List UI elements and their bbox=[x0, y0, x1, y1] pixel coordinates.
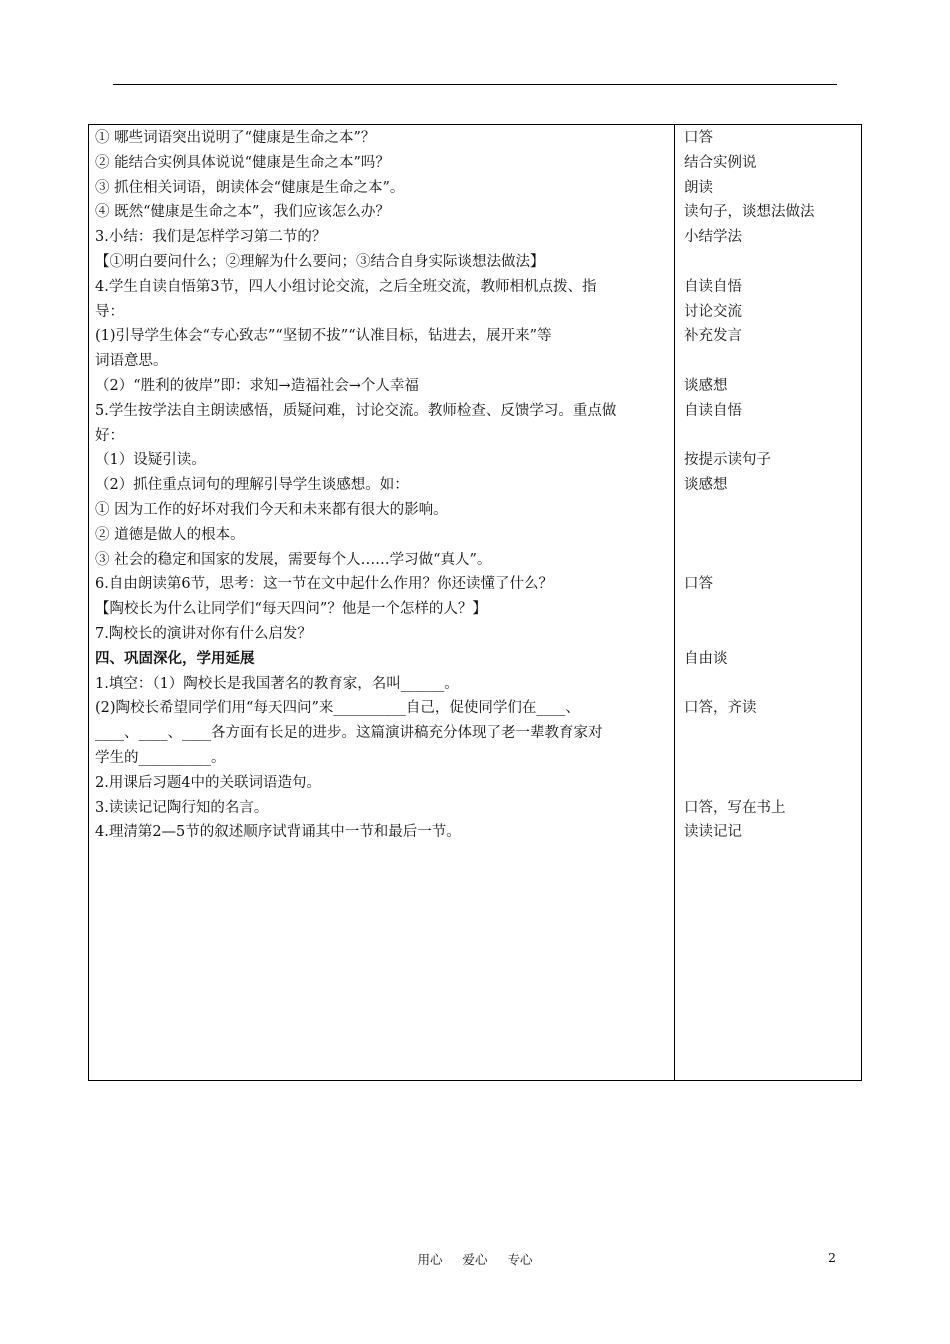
activity-line: 读读记记 bbox=[684, 824, 742, 841]
activity-line: 结合实例说 bbox=[684, 154, 757, 171]
activity-line bbox=[684, 746, 859, 771]
content-line: （2）“胜利的彼岸”即：求知→造福社会→个人幸福 bbox=[95, 377, 419, 394]
content-line: ② 道德是做人的根本。 bbox=[95, 526, 245, 543]
activity-line: 口答 bbox=[684, 130, 713, 146]
activity-line: 谈感想 bbox=[684, 477, 728, 494]
activity-line: 自由谈 bbox=[684, 650, 728, 667]
content-line: 5.学生按学法自主朗读感悟，质疑问难，讨论交流。教师检查、反馈学习。重点做 bbox=[95, 402, 617, 419]
content-line: ② 能结合实例具体说说“健康是生命之本”吗？ bbox=[95, 154, 390, 171]
content-line: ③ 抓住相关词语，朗读体会“健康是生命之本”。 bbox=[95, 179, 405, 196]
activity-line: 自读自悟 bbox=[684, 278, 742, 295]
content-line: 学生的__________。 bbox=[95, 749, 226, 766]
content-line: ① 哪些词语突出说明了“健康是生命之本”？ bbox=[95, 130, 376, 146]
column-divider bbox=[674, 125, 675, 1080]
content-line: ④ 既然“健康是生命之本”，我们应该怎么办？ bbox=[95, 204, 390, 221]
content-line: 3.小结：我们是怎样学习第二节的？ bbox=[95, 229, 327, 246]
activity-line: 朗读 bbox=[684, 179, 713, 196]
content-line: 3.读读记记陶行知的名言。 bbox=[95, 799, 269, 816]
activity-line: 讨论交流 bbox=[684, 303, 742, 320]
activity-line: 谈感想 bbox=[684, 377, 728, 394]
header-rule bbox=[113, 84, 837, 85]
content-line: 词语意思。 bbox=[95, 353, 168, 370]
content-line: 4.学生自读自悟第3节，四人小组讨论交流，之后全班交流，教师相机点拨、指 bbox=[95, 278, 597, 295]
activity-line bbox=[684, 498, 859, 523]
activity-line: 口答，写在书上 bbox=[684, 799, 786, 816]
activity-line bbox=[684, 622, 859, 647]
content-line: 【①明白要问什么；②理解为什么要问；③结合自身实际谈想法做法】 bbox=[95, 253, 545, 270]
activity-line: 补充发言 bbox=[684, 328, 742, 345]
content-line: 1.填空：（1）陶校长是我国著名的教育家，名叫______。 bbox=[95, 675, 459, 692]
activity-line: 按提示读句子 bbox=[684, 452, 771, 469]
activity-line bbox=[684, 424, 859, 449]
activity-line bbox=[684, 250, 859, 275]
activity-line bbox=[684, 597, 859, 622]
activity-line: 自读自悟 bbox=[684, 402, 742, 419]
content-line: （1）设疑引读。 bbox=[95, 452, 206, 469]
activity-line bbox=[684, 672, 859, 697]
content-line: ____、____、____各方面有长足的进步。这篇演讲稿充分体现了老一辈教育家对 bbox=[95, 725, 603, 742]
page-number: 2 bbox=[828, 1250, 836, 1265]
activity-line: 口答 bbox=[684, 576, 713, 593]
content-line: （2）抓住重点词句的理解引导学生谈感想。如： bbox=[95, 477, 409, 494]
activity-line bbox=[684, 771, 859, 796]
teaching-process-column bbox=[95, 126, 669, 845]
activity-line bbox=[684, 548, 859, 573]
activity-line bbox=[684, 523, 859, 548]
footer-motto: 用心 爱心 专心 bbox=[417, 1252, 533, 1267]
content-line: 7.陶校长的演讲对你有什么启发？ bbox=[95, 625, 312, 642]
content-line: 2.用课后习题4中的关联词语造句。 bbox=[95, 774, 322, 791]
content-line: 4.理清第2—5节的叙述顺序试背诵其中一节和最后一节。 bbox=[95, 824, 461, 841]
content-line: ① 因为工作的好坏对我们今天和未来都有很大的影响。 bbox=[95, 501, 448, 518]
content-line: (1)引导学生体会“专心致志”“坚韧不拔”“认准目标，钻进去，展开来”等 bbox=[95, 328, 552, 345]
activity-line bbox=[684, 349, 859, 374]
content-line: 6.自由朗读第6节，思考：这一节在文中起什么作用？你还读懂了什么？ bbox=[95, 576, 554, 593]
content-line: 好： bbox=[95, 427, 124, 444]
lesson-table bbox=[88, 124, 862, 1081]
activity-line bbox=[684, 721, 859, 746]
content-line: (2)陶校长希望同学们用“每天四问”来__________自己，促使同学们在____、 bbox=[95, 700, 580, 717]
activity-line: 口答，齐读 bbox=[684, 700, 757, 717]
content-line: ③ 社会的稳定和国家的发展，需要每个人……学习做“真人”。 bbox=[95, 551, 492, 568]
content-line: 【陶校长为什么让同学们“每天四问”？他是一个怎样的人？】 bbox=[95, 601, 487, 618]
content-line: 四、巩固深化，学用延展 bbox=[95, 649, 255, 667]
content-line: 导： bbox=[95, 303, 124, 320]
activity-line: 小结学法 bbox=[684, 229, 742, 246]
activity-line: 读句子，谈想法做法 bbox=[684, 204, 815, 221]
student-activity-column bbox=[684, 126, 859, 845]
